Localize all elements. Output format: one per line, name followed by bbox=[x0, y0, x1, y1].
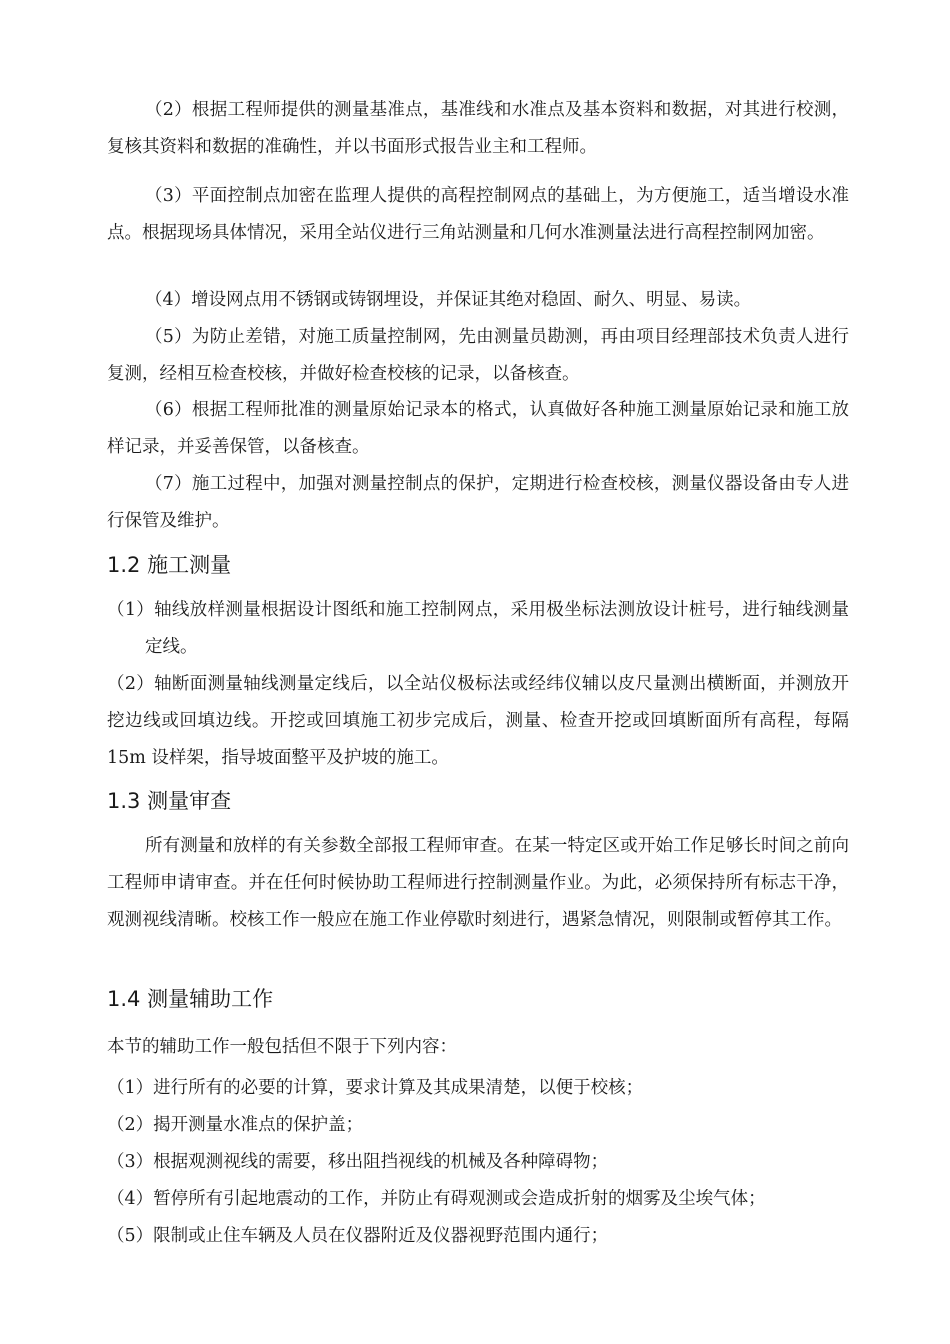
paragraph-1-2-item-2: （2）轴断面测量轴线测量定线后，以全站仪极标法或经纬仪辅以皮尺量测出横断面，并测放开挖边线或回填边线。开挖或回填施工初步完成后，测量、检查开挖或回填断面所有高程，每隔 15m 设样架，指导坡面整平及护坡的施工。 bbox=[107, 674, 849, 768]
paragraph-1-1-item-5: （5）为防止差错，对施工质量控制网，先由测量员勘测，再由项目经理部技术负责人进行复测，经相互检查校核，并做好检查校核的记录，以备核查。 bbox=[107, 327, 849, 384]
list-item: （3）根据观测视线的需要，移出阻挡视线的机械及各种障碍物； bbox=[107, 1152, 609, 1172]
section-heading-1-3: 1.3 测量审查 bbox=[107, 789, 232, 813]
paragraph-1-4-intro: 本节的辅助工作一般包括但不限于下列内容： bbox=[107, 1037, 457, 1057]
list-item: （4）暂停所有引起地震动的工作，并防止有碍观测或会造成折射的烟雾及尘埃气体； bbox=[107, 1189, 766, 1209]
section-heading-1-4: 1.4 测量辅助工作 bbox=[107, 987, 274, 1011]
paragraph-1-3: 所有测量和放样的有关参数全部报工程师审查。在某一特定区或开始工作足够长时间之前向工程师申请审查。并在任何时候协助工程师进行控制测量作业。为此，必须保持所有标志干净，观测视线清晰。校核工作一般应在施工作业停歇时刻进行，遇紧急情况，则限制或暂停其工作。 bbox=[107, 836, 849, 930]
list-item: （2）揭开测量水准点的保护盖； bbox=[107, 1115, 364, 1135]
paragraph-1-2-item-1: （1）轴线放样测量根据设计图纸和施工控制网点，采用极坐标法测放设计桩号，进行轴线测量定线。 bbox=[107, 600, 849, 657]
paragraph-1-1-item-6: （6）根据工程师批准的测量原始记录本的格式，认真做好各种施工测量原始记录和施工放样记录，并妥善保管，以备核查。 bbox=[107, 400, 849, 457]
list-item: （1）进行所有的必要的计算，要求计算及其成果清楚，以便于校核； bbox=[107, 1078, 644, 1098]
paragraph-1-1-item-2: （2）根据工程师提供的测量基准点，基准线和水准点及基本资料和数据，对其进行校测，复核其资料和数据的准确性，并以书面形式报告业主和工程师。 bbox=[107, 100, 849, 157]
paragraph-1-1-item-7: （7）施工过程中，加强对测量控制点的保护，定期进行检查校核，测量仪器设备由专人进行保管及维护。 bbox=[107, 474, 849, 531]
paragraph-1-1-item-4: （4）增设网点用不锈钢或铸钢埋设，并保证其绝对稳固、耐久、明显、易读。 bbox=[145, 290, 752, 310]
section-heading-1-2: 1.2 施工测量 bbox=[107, 553, 232, 577]
list-item: （5）限制或止住车辆及人员在仪器附近及仪器视野范围内通行； bbox=[107, 1226, 609, 1246]
paragraph-1-1-item-3: （3）平面控制点加密在监理人提供的高程控制网点的基础上，为方便施工，适当增设水准点。根据现场具体情况，采用全站仪进行三角站测量和几何水准测量法进行高程控制网加密。 bbox=[107, 186, 849, 243]
